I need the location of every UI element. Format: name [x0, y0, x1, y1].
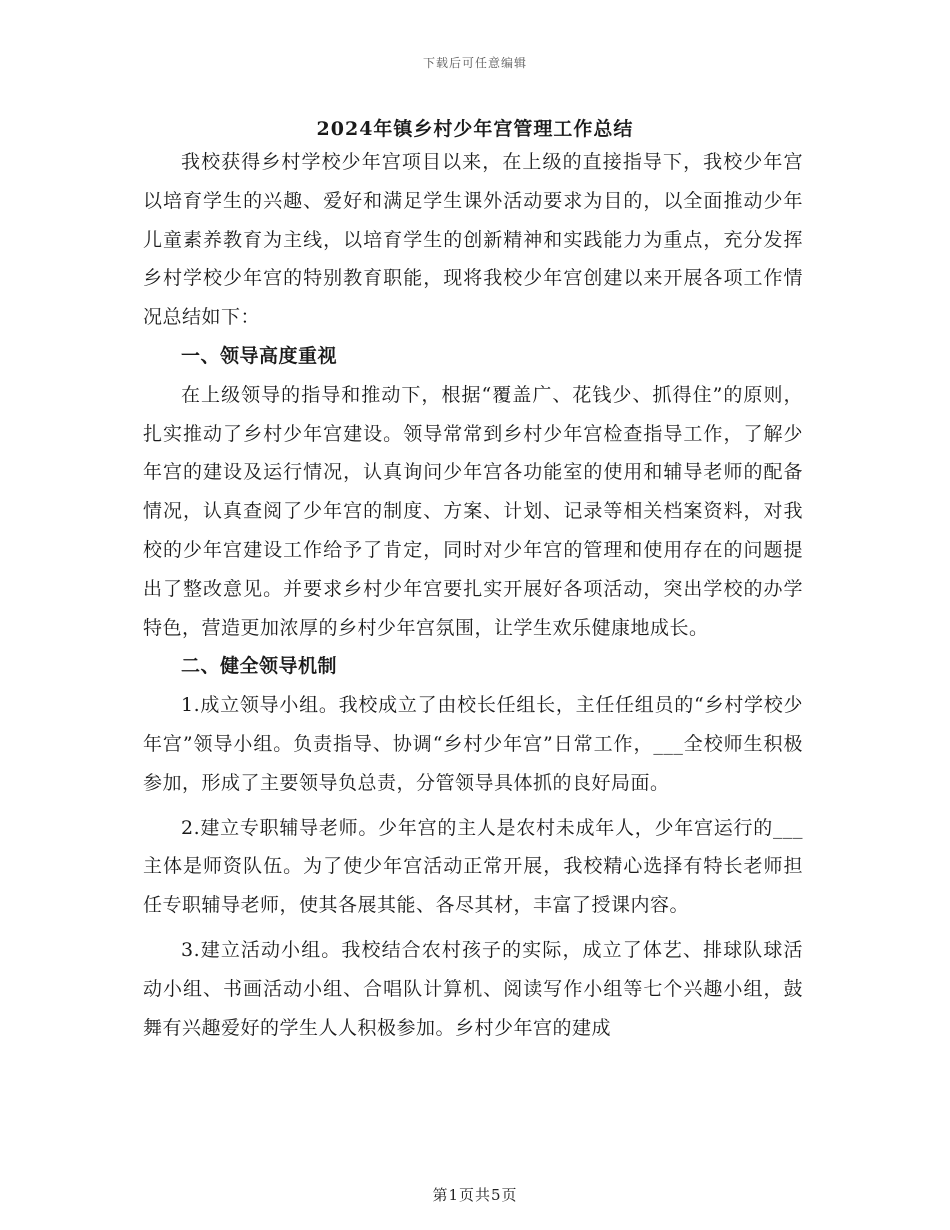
document-title: 2024年镇乡村少年宫管理工作总结: [316, 118, 634, 140]
intro-paragraph: 我校获得乡村学校少年宫项目以来，在上级的直接指导下，我校少年宫以培育学生的兴趣、爱好和满足学生课外活动要求为目的，以全面推动少年儿童素养教育为主线，以培育学生的创新精神和实践能力为重点，充分发挥乡村学校少年宫的特别教育职能，现将我校少年宫创建以来开展各项工作情况总结如下：: [143, 151, 803, 329]
item3-paragraph: 3.建立活动小组。我校结合农村孩子的实际，成立了体艺、排球队球活动小组、书画活动小组、合唱队计算机、阅读写作小组等七个兴趣小组，鼓舞有兴趣爱好的学生人人积极参加。乡村少年宫的建成: [143, 938, 803, 1039]
page-footer: 第1页共5页: [432, 1186, 518, 1204]
item1-paragraph: 1.成立领导小组。我校成立了由校长任组长，主任任组员的“乡村学校少年宫”领导小组。负责指导、协调“乡村少年宫”日常工作，___全校师生积极参加，形成了主要领导负总责，分管领导具体抓的良好局面。: [143, 694, 803, 794]
header-note: 下载后可任意编辑: [422, 56, 527, 70]
document-body: [143, 143, 803, 1047]
section1-heading: 一、领导高度重视: [181, 344, 338, 367]
section1-paragraph: 在上级领导的指导和推动下，根据“覆盖广、花钱少、抓得住”的原则，扎实推动了乡村少年宫建设。领导常常到乡村少年宫检查指导工作，了解少年宫的建设及运行情况，认真询问少年宫各功能室的使用和辅导老师的配备情况，认真查阅了少年宫的制度、方案、计划、记录等相关档案资料，对我校的少年宫建设工作给予了肯定，同时对少年宫的管理和使用存在的问题提出了整改意见。并要求乡村少年宫要扎实开展好各项活动，突出学校的办学特色，营造更加浓厚的乡村少年宫氛围，让学生欢乐健康地成长。: [143, 383, 803, 639]
item2-paragraph: 2.建立专职辅导老师。少年宫的主人是农村未成年人，少年宫运行的___主体是师资队伍。为了使少年宫活动正常开展，我校精心选择有特长老师担任专职辅导老师，使其各展其能、各尽其材，丰富了授课内容。: [143, 816, 803, 917]
section2-heading: 二、健全领导机制: [181, 655, 338, 678]
